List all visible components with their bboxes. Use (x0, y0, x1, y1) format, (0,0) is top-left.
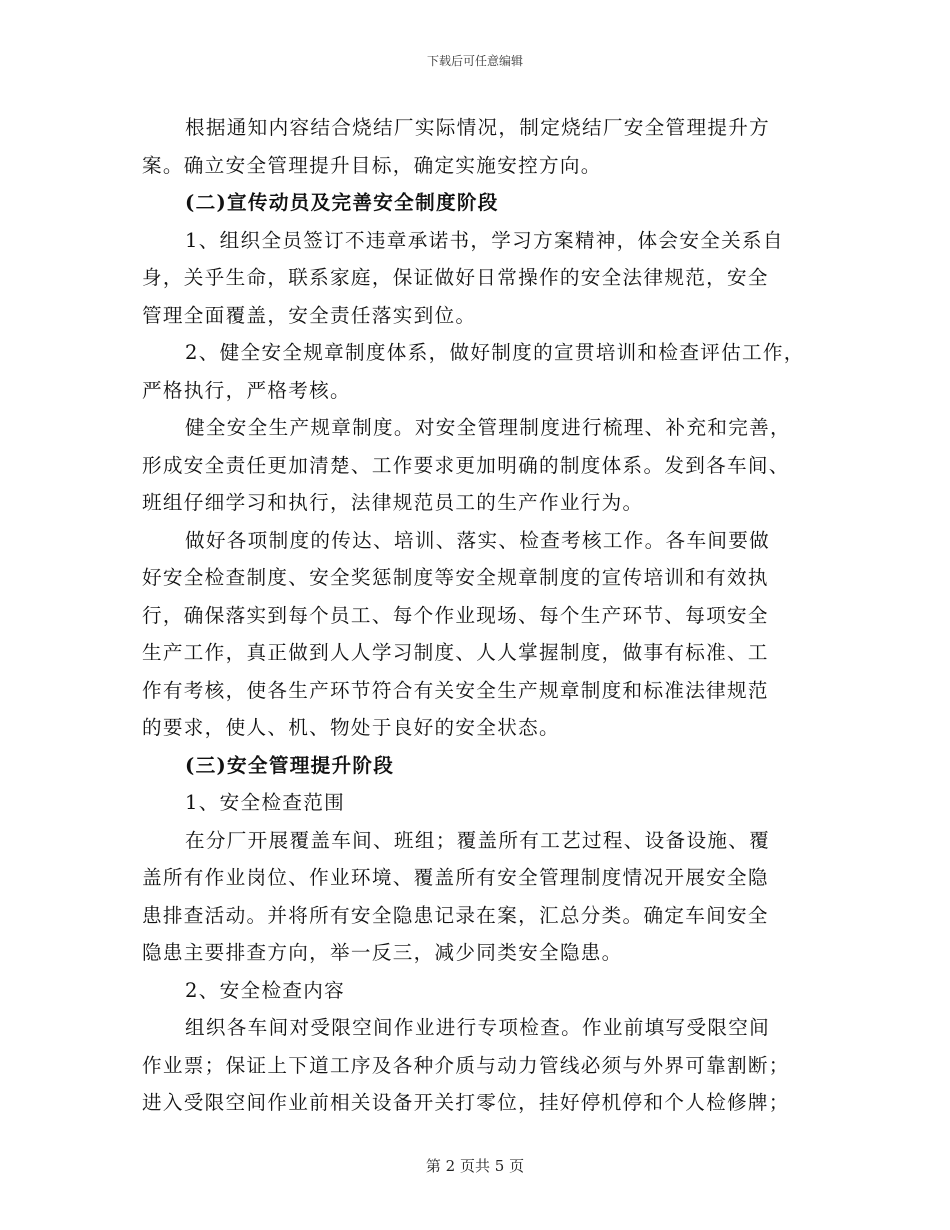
text-line: 1、组织全员签订不违章承诺书，学习方案精神，体会安全关系自 (185, 228, 784, 252)
text-line: 在分厂开展覆盖车间、班组；覆盖所有工艺过程、设备设施、覆 (185, 828, 771, 852)
text-line: 作业票；保证上下道工序及各种介质与动力管线必须与外界可靠割断； (142, 1053, 790, 1077)
page-header: 下载后可任意编辑 (426, 54, 523, 68)
text-line: 严格执行，严格考核。 (142, 378, 351, 402)
section-heading: (三)安全管理提升阶段 (185, 753, 395, 777)
section-heading: (二)宣传动员及完善安全制度阶段 (185, 191, 499, 214)
text-line: 患排查活动。并将所有安全隐患记录在案，汇总分类。确定车间安全 (142, 903, 769, 927)
text-line: 2、安全检查内容 (185, 978, 346, 1002)
text-line: 隐患主要排查方向，举一反三，减少同类安全隐患。 (142, 941, 623, 964)
text-line: 1、安全检查范围 (185, 791, 346, 814)
text-line: 组织各车间对受限空间作业进行专项检查。作业前填写受限空间 (185, 1016, 771, 1039)
text-line: 身，关乎生命，联系家庭，保证做好日常操作的安全法律规范，安全 (142, 266, 769, 289)
text-line: 的要求，使人、机、物处于良好的安全状态。 (142, 716, 560, 739)
text-line: 进入受限空间作业前相关设备开关打零位，挂好停机停和个人检修牌； (142, 1091, 790, 1114)
text-line: 形成安全责任更加清楚、工作要求更加明确的制度体系。发到各车间、 (142, 453, 790, 477)
text-line: 做好各项制度的传达、培训、落实、检查考核工作。各车间要做 (185, 528, 771, 552)
text-line: 作有考核，使各生产环节符合有关安全生产规章制度和标准法律规范 (142, 678, 769, 702)
page-footer: 第 2 页共 5 页 (425, 1157, 525, 1175)
text-line: 行，确保落实到每个员工、每个作业现场、每个生产环节、每项安全 (142, 603, 769, 627)
text-line: 根据通知内容结合烧结厂实际情况，制定烧结厂安全管理提升方 (185, 116, 771, 139)
text-line: 案。确立安全管理提升目标，确定实施安控方向。 (142, 153, 602, 177)
text-line: 生产工作，真正做到人人学习制度、人人掌握制度，做事有标准、工 (142, 641, 769, 664)
document-body (142, 109, 812, 1122)
text-line: 好安全检查制度、安全奖惩制度等安全规章制度的宣传培训和有效执 (142, 566, 769, 589)
text-line: 管理全面覆盖，安全责任落实到位。 (142, 303, 477, 327)
text-line: 盖所有作业岗位、作业环境、覆盖所有安全管理制度情况开展安全隐 (142, 866, 769, 889)
text-line: 健全安全生产规章制度。对安全管理制度进行梳理、补充和完善， (185, 416, 791, 439)
text-line: 班组仔细学习和执行，法律规范员工的生产作业行为。 (142, 491, 644, 514)
text-line: 2、健全安全规章制度体系，做好制度的宣贯培训和检查评估工作， (185, 341, 805, 364)
